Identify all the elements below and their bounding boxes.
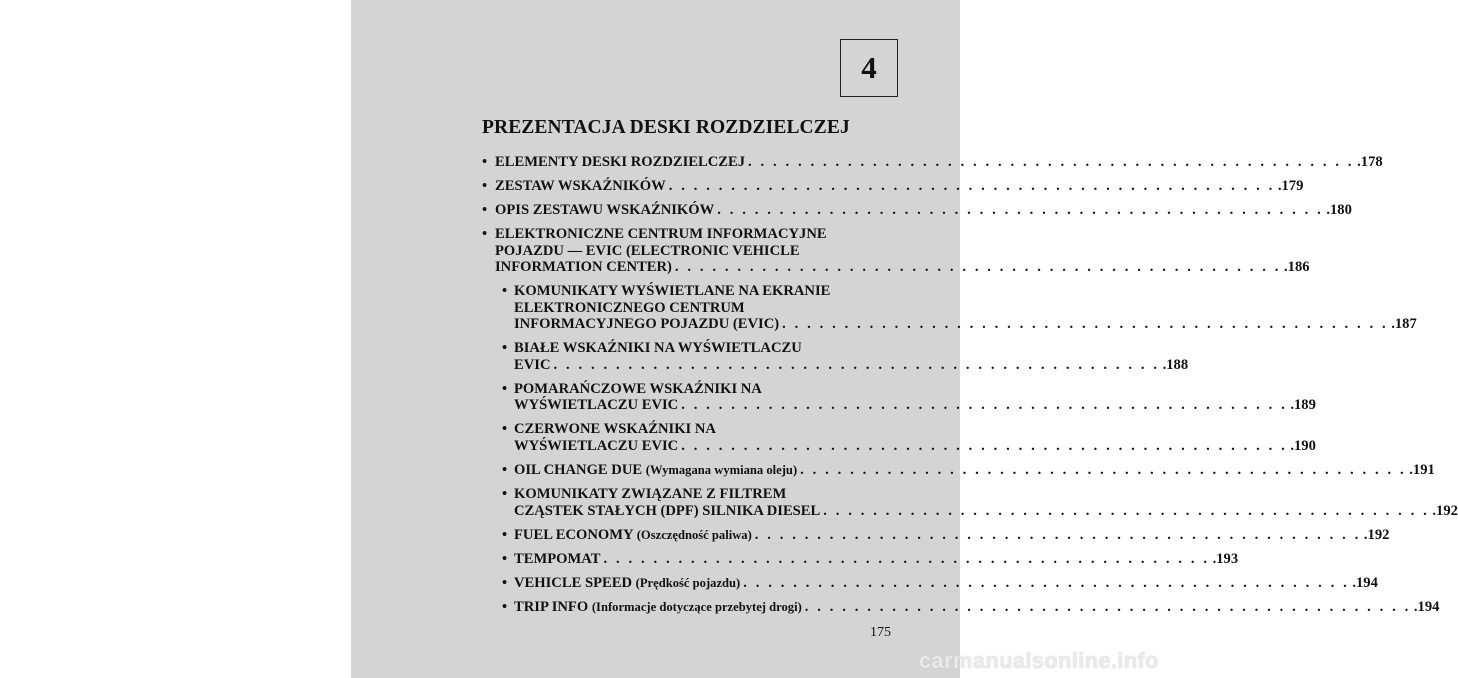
toc-entry-row xyxy=(514,574,1378,592)
toc-entry-label: OPIS ZESTAWU WSKAŹNIKÓW xyxy=(495,201,715,218)
toc-entry-line: KOMUNIKATY ZWIĄZANE Z FILTREM xyxy=(514,486,787,503)
toc-entry-line: POMARAŃCZOWE WSKAŹNIKI NA xyxy=(514,380,762,397)
toc-entry-line: ELEKTRONICZNEGO CENTRUM xyxy=(514,299,745,316)
toc-entry-label: EVIC xyxy=(514,356,551,373)
bullet-icon: • xyxy=(502,598,508,615)
toc-entry-row xyxy=(514,502,1458,520)
toc-entry-label: ELEMENTY DESKI ROZDZIELCZEJ xyxy=(495,154,746,170)
dot-leader: . . . . . . . . . . . . . . . . . . . . . . . . . . . . . . . . . . . . . . . . . . . . . . . . . xyxy=(748,154,1355,170)
bullet-icon: • xyxy=(502,380,508,397)
bullet-icon: • xyxy=(502,574,508,591)
dot-leader: . . . . . . . . . . . . . . . . . . . . . . . . . . . . . . . . . . . . . . . . . . . . . . . . . xyxy=(681,397,1288,414)
toc-entry[interactable] xyxy=(502,380,1316,414)
toc-page-ref: .188 xyxy=(1162,356,1189,373)
toc-entry-line: ELEKTRONICZNE CENTRUM INFORMACYJNE xyxy=(495,225,827,242)
toc-entry-row xyxy=(514,316,1417,333)
toc-entry-note: (Informacje dotyczące przebytej drogi) xyxy=(591,599,802,614)
toc-entry-label: OIL CHANGE DUE xyxy=(514,462,643,479)
dot-leader: . . . . . . . . . . . . . . . . . . . . . . . . . . . . . . . . . . . . . . . . . . . . . . . . . xyxy=(804,598,1411,615)
toc-entry-label: INFORMATION CENTER) xyxy=(495,259,672,276)
dot-leader: . . . . . . . . . . . . . . . . . . . . . . . . . . . . . . . . . . . . . . . . . . . . . . . . . xyxy=(754,526,1361,543)
toc-entry-title xyxy=(514,357,551,374)
toc-entry-title xyxy=(514,462,797,479)
toc-entry[interactable] xyxy=(502,462,1435,479)
toc-entry-label: ZESTAW WSKAŹNIKÓW xyxy=(495,177,666,194)
dot-leader: . . . . . . . . . . . . . . . . . . . . . . . . . . . . . . . . . . . . . . . . . . . . . . . . . xyxy=(681,438,1288,455)
dot-leader: . . . . . . . . . . . . . . . . . . . . . . . . . . . . . . . . . . . . . . . . . . . . . . . . . xyxy=(553,356,1160,373)
toc-entry-label: WYŚWIETLACZU EVIC xyxy=(514,438,679,455)
toc-entry-line: KOMUNIKATY WYŚWIETLANE NA EKRANIE xyxy=(514,283,831,300)
toc-entry-label: INFORMACYJNEGO POJAZDU (EVIC) xyxy=(514,316,780,333)
toc-entry[interactable] xyxy=(502,340,1189,373)
bullet-icon: • xyxy=(502,462,508,479)
toc-entry[interactable] xyxy=(502,526,1390,544)
left-blank-margin xyxy=(0,0,351,678)
toc-entry-title xyxy=(495,154,745,171)
toc-entry-row xyxy=(514,397,1316,414)
toc-entry[interactable] xyxy=(502,550,1239,568)
dot-leader: . . . . . . . . . . . . . . . . . . . . . . . . . . . . . . . . . . . . . . . . . . . . . . . . . xyxy=(800,462,1407,479)
toc-entry-label: WYŚWIETLACZU EVIC xyxy=(514,397,679,414)
toc-entry[interactable] xyxy=(502,574,1378,592)
toc-entry-title xyxy=(514,527,752,544)
toc-entry-label: TRIP INFO xyxy=(514,598,589,615)
toc-page-ref: .179 xyxy=(1277,177,1304,194)
toc-page-ref: .191 xyxy=(1409,462,1435,479)
toc-page-ref: .186 xyxy=(1284,259,1310,276)
toc-entry-row xyxy=(514,462,1435,479)
dot-leader: . . . . . . . . . . . . . . . . . . . . . . . . . . . . . . . . . . . . . . . . . . . . . . . . . xyxy=(603,550,1210,567)
bullet-icon: • xyxy=(502,526,508,543)
toc-entry-title xyxy=(514,316,779,333)
toc-entry-row xyxy=(495,154,1383,171)
toc-entry-row xyxy=(495,201,1352,219)
dot-leader: . . . . . . . . . . . . . . . . . . . . . . . . . . . . . . . . . . . . . . . . . . . . . . . . . xyxy=(717,201,1324,218)
toc-entry-label: FUEL ECONOMY xyxy=(514,526,634,543)
toc-entry-title xyxy=(514,503,820,520)
bullet-icon: • xyxy=(502,283,508,300)
bullet-icon: • xyxy=(502,486,508,503)
dot-leader: . . . . . . . . . . . . . . . . . . . . . . . . . . . . . . . . . . . . . . . . . . . . . . . . . xyxy=(668,177,1275,194)
toc-page-ref: .192 xyxy=(1432,502,1458,519)
bullet-icon: • xyxy=(502,340,508,357)
toc-entry[interactable] xyxy=(482,154,1383,171)
bullet-icon: • xyxy=(482,201,488,218)
toc-page-ref: .194 xyxy=(1413,598,1440,615)
manual-page xyxy=(351,0,1458,678)
toc-page-ref: .190 xyxy=(1290,438,1316,455)
toc-entry-title xyxy=(495,178,666,195)
toc-entry-title xyxy=(514,599,802,616)
toc-entry-note: (Prędkość pojazdu) xyxy=(635,575,741,590)
toc-page-ref: .189 xyxy=(1290,397,1316,414)
toc-page-ref: .178 xyxy=(1357,154,1383,170)
toc-page-ref: .187 xyxy=(1391,316,1417,333)
dot-leader: . . . . . . . . . . . . . . . . . . . . . . . . . . . . . . . . . . . . . . . . . . . . . . . . . xyxy=(782,316,1389,333)
toc-entry-title xyxy=(495,202,714,219)
toc-entry-label: VEHICLE SPEED xyxy=(514,574,632,591)
toc-page-ref: .180 xyxy=(1326,201,1352,218)
table-of-contents xyxy=(482,154,1458,623)
bullet-icon: • xyxy=(482,225,488,242)
toc-entry-row xyxy=(514,550,1239,568)
toc-entry[interactable] xyxy=(502,421,1316,455)
toc-entry-row xyxy=(514,438,1316,455)
section-title: PREZENTACJA DESKI ROZDZIELCZEJ xyxy=(482,117,850,138)
toc-entry-label: TEMPOMAT xyxy=(514,550,601,567)
toc-entry-note: (Oszczędność paliwa) xyxy=(636,527,752,542)
toc-entry[interactable] xyxy=(502,283,1417,333)
toc-entry-row xyxy=(514,526,1390,544)
toc-entry-title xyxy=(495,259,672,276)
toc-entry-line: CZERWONE WSKAŹNIKI NA xyxy=(514,421,716,438)
dot-leader: . . . . . . . . . . . . . . . . . . . . . . . . . . . . . . . . . . . . . . . . . . . . . . . . . xyxy=(743,574,1350,591)
dot-leader: . . . . . . . . . . . . . . . . . . . . . . . . . . . . . . . . . . . . . . . . . . . . . . . . . xyxy=(674,259,1281,276)
toc-entry-row xyxy=(495,177,1304,195)
toc-entry-line: BIAŁE WSKAŹNIKI NA WYŚWIETLACZU xyxy=(514,340,802,357)
toc-page-ref: .192 xyxy=(1363,526,1390,543)
dot-leader: . . . . . . . . . . . . . . . . . . . . . . . . . . . . . . . . . . . . . . . . . . . . . . . . . xyxy=(823,502,1430,519)
bullet-icon: • xyxy=(482,154,488,170)
toc-entry-title xyxy=(514,551,600,568)
toc-entry-row xyxy=(514,356,1189,374)
bullet-icon: • xyxy=(482,177,488,194)
toc-entry[interactable] xyxy=(502,486,1458,519)
toc-entry-note: (Wymagana wymiana oleju) xyxy=(645,463,798,478)
toc-entry-title xyxy=(514,438,678,455)
toc-entry[interactable] xyxy=(482,225,1310,276)
toc-entry[interactable] xyxy=(482,201,1352,219)
watermark-text: carmanualsonline.info xyxy=(919,648,1159,673)
toc-entry-row xyxy=(495,259,1310,276)
toc-entry-row xyxy=(514,598,1440,616)
toc-entry-title xyxy=(514,397,678,414)
toc-page-ref: .193 xyxy=(1212,550,1239,567)
bullet-icon: • xyxy=(502,421,508,438)
toc-entry-line: POJAZDU — EVIC (ELECTRONIC VEHICLE xyxy=(495,242,800,259)
page-number: 175 xyxy=(870,625,891,640)
toc-entry-title xyxy=(514,575,740,592)
toc-entry[interactable] xyxy=(502,598,1440,616)
bullet-icon: • xyxy=(502,550,508,567)
chapter-number-box: 4 xyxy=(840,39,898,97)
toc-entry[interactable] xyxy=(482,177,1304,195)
toc-page-ref: .194 xyxy=(1352,574,1378,591)
toc-entry-label: CZĄSTEK STAŁYCH (DPF) SILNIKA DIESEL xyxy=(514,502,821,519)
